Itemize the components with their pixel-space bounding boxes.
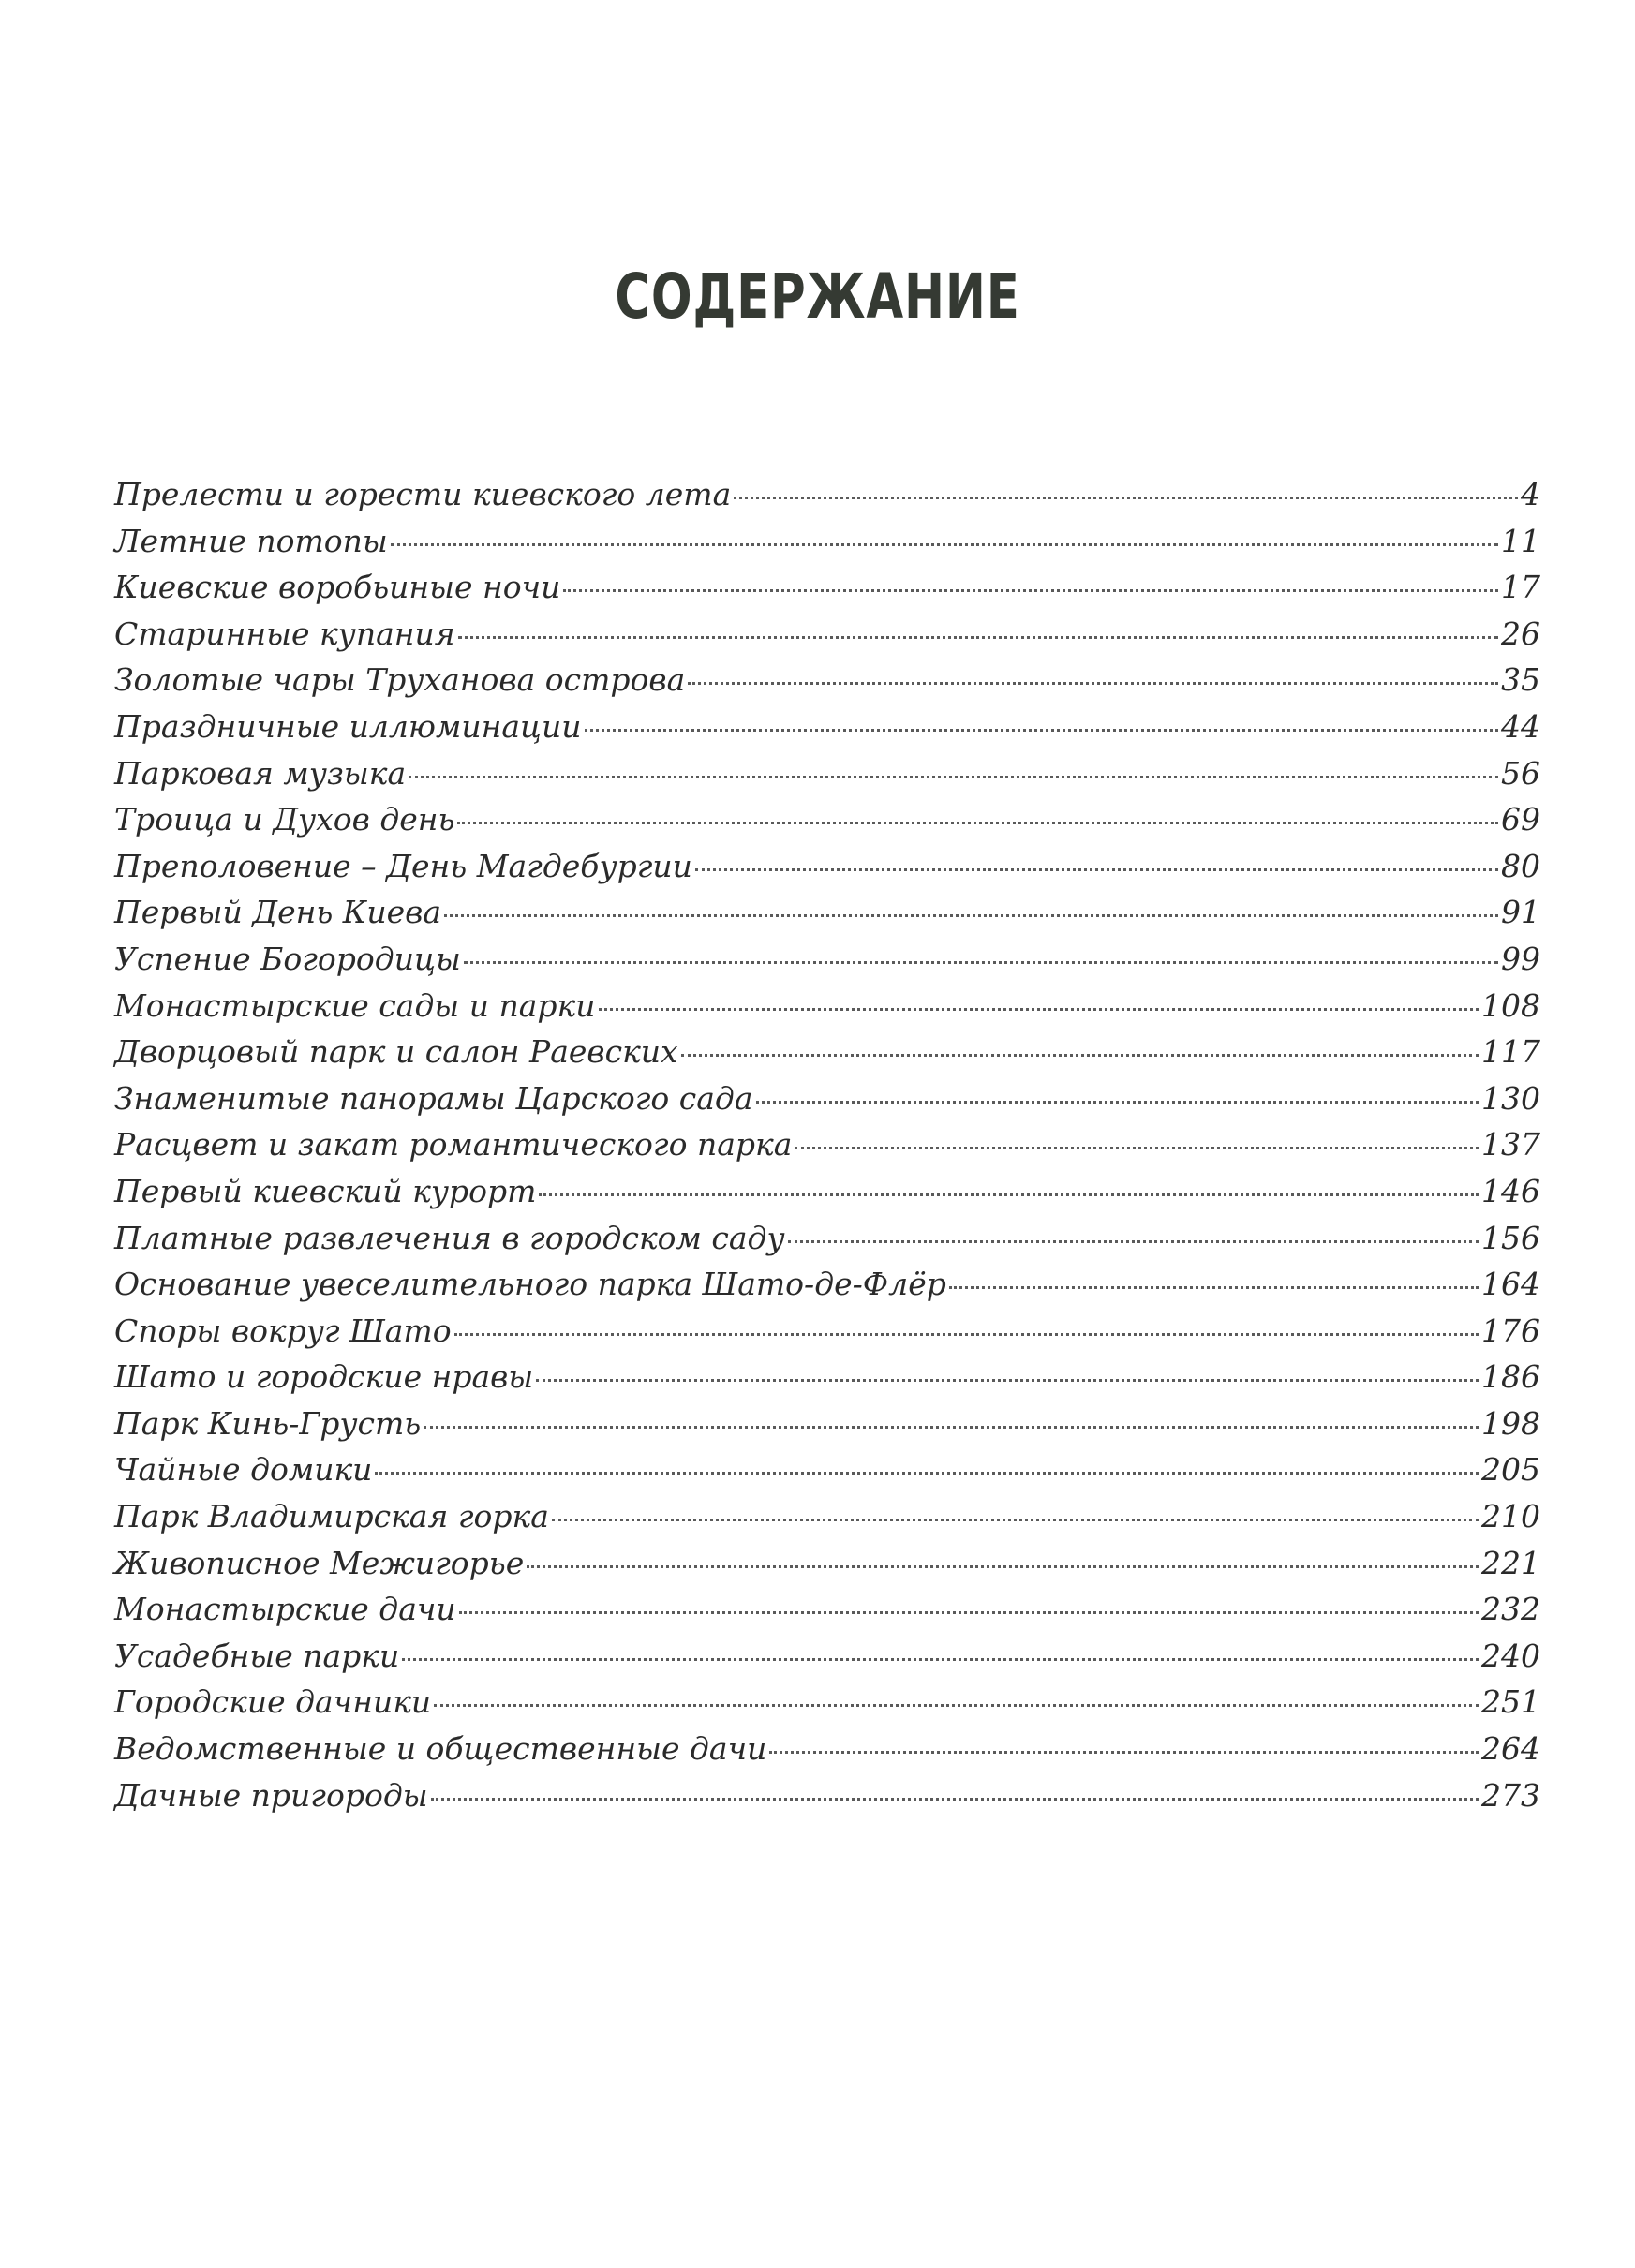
- toc-entry-title: Споры вокруг Шато: [114, 1312, 452, 1349]
- toc-entry-title: Усадебные парки: [114, 1637, 400, 1674]
- toc-entry-title: Первый киевский курорт: [114, 1172, 537, 1209]
- toc-entry: [114, 708, 1540, 755]
- dot-leader: [734, 496, 1518, 499]
- dot-leader: [444, 913, 1498, 917]
- toc-entry: [114, 476, 1540, 523]
- dot-leader: [409, 775, 1498, 778]
- toc-entry-page-number: 108: [1481, 986, 1540, 1024]
- toc-entry-page-number: 26: [1501, 615, 1540, 652]
- dot-leader: [527, 1564, 1479, 1568]
- toc-entry-page-number: 91: [1501, 894, 1540, 931]
- toc-entry: [114, 848, 1540, 895]
- toc-entry-page-number: 232: [1481, 1591, 1540, 1628]
- toc-entry-page-number: 186: [1481, 1358, 1540, 1396]
- dot-leader: [536, 1378, 1479, 1382]
- toc-entry: [114, 569, 1540, 615]
- toc-entry-page-number: 164: [1481, 1266, 1540, 1303]
- dot-leader: [681, 1053, 1479, 1057]
- toc-entry-page-number: 69: [1501, 801, 1540, 838]
- toc-entry: [114, 523, 1540, 570]
- toc-entry-page-number: 205: [1481, 1451, 1540, 1489]
- dot-leader: [585, 728, 1498, 732]
- toc-entry-title: Чайные домики: [114, 1451, 373, 1489]
- toc-entry-title: Праздничные иллюминации: [114, 707, 582, 745]
- dot-leader: [552, 1518, 1479, 1521]
- toc-entry: [114, 1312, 1540, 1359]
- toc-entry-page-number: 80: [1501, 847, 1540, 884]
- toc-entry-title: Преполовение – День Магдебургии: [114, 847, 692, 884]
- toc-entry: [114, 1220, 1540, 1267]
- toc-entry-title: Дворцовый парк и салон Раевских: [114, 1033, 678, 1071]
- dot-leader: [454, 1332, 1479, 1336]
- toc-entry: [114, 1730, 1540, 1777]
- toc-entry-page-number: 273: [1481, 1776, 1540, 1814]
- toc-entry-title: Киевские воробьиные ночи: [114, 569, 561, 606]
- dot-leader: [539, 1193, 1479, 1196]
- toc-entry-page-number: 44: [1501, 707, 1540, 745]
- toc-entry-page-number: 11: [1501, 522, 1540, 559]
- toc-entry-title: Платные развлечения в городском саду: [114, 1219, 785, 1256]
- toc-entry-page-number: 264: [1481, 1730, 1540, 1768]
- page-title: СОДЕРЖАНИЕ: [615, 260, 1020, 333]
- toc-entry-page-number: 221: [1481, 1544, 1540, 1581]
- toc-entry-page-number: 99: [1501, 940, 1540, 977]
- toc-entry: [114, 661, 1540, 708]
- toc-entry-page-number: 251: [1481, 1683, 1540, 1721]
- toc-entry: [114, 1405, 1540, 1452]
- dot-leader: [402, 1657, 1479, 1661]
- toc-entry: [114, 1638, 1540, 1684]
- toc-entry: [114, 894, 1540, 941]
- toc-entry-title: Парковая музыка: [114, 754, 407, 792]
- dot-leader: [375, 1471, 1479, 1475]
- toc-entry-title: Летние потопы: [114, 522, 388, 559]
- toc-entry: [114, 1266, 1540, 1312]
- toc-entry: [114, 941, 1540, 987]
- dot-leader: [788, 1239, 1479, 1243]
- dot-leader: [458, 635, 1498, 639]
- toc-entry-title: Знаменитые панорамы Царского сада: [114, 1079, 753, 1117]
- toc-entry: [114, 801, 1540, 848]
- toc-entry-title: Монастырские сады и парки: [114, 986, 596, 1024]
- dot-leader: [464, 960, 1498, 964]
- toc-entry-title: Живописное Межигорье: [114, 1544, 525, 1581]
- toc-entry: [114, 1033, 1540, 1080]
- toc-entry-title: Основание увеселительного парка Шато-де-Флёр: [114, 1266, 946, 1303]
- toc-entry: [114, 1358, 1540, 1405]
- dot-leader: [949, 1285, 1479, 1289]
- toc-entry-page-number: 56: [1501, 754, 1540, 792]
- toc-entry-title: Парк Кинь-Грусть: [114, 1404, 422, 1442]
- toc-entry-page-number: 117: [1481, 1033, 1540, 1071]
- toc-entry: [114, 987, 1540, 1034]
- toc-entry-title: Шато и городские нравы: [114, 1358, 534, 1396]
- toc-entry-title: Успение Богородицы: [114, 940, 461, 977]
- toc-entry-title: Монастырские дачи: [114, 1591, 456, 1628]
- dot-leader: [563, 588, 1498, 592]
- toc-entry-page-number: 176: [1481, 1312, 1540, 1349]
- toc-entry: [114, 1080, 1540, 1127]
- toc-entry-title: Городские дачники: [114, 1683, 432, 1721]
- toc-entry-title: Троица и Духов день: [114, 801, 455, 838]
- toc-entry-title: Дачные пригороды: [114, 1776, 428, 1814]
- toc-entry: [114, 1683, 1540, 1730]
- toc-entry: [114, 1451, 1540, 1498]
- toc-entry-page-number: 4: [1521, 476, 1540, 512]
- dot-leader: [695, 867, 1498, 871]
- dot-leader: [457, 821, 1498, 824]
- toc-entry-title: Ведомственные и общественные дачи: [114, 1730, 767, 1768]
- dot-leader: [434, 1703, 1479, 1707]
- dot-leader: [391, 542, 1498, 546]
- toc-entry-page-number: 240: [1481, 1637, 1540, 1674]
- toc-entry: [114, 1545, 1540, 1592]
- toc-entry-title: Парк Владимирская горка: [114, 1498, 549, 1535]
- toc-entry: [114, 615, 1540, 662]
- dot-leader: [769, 1750, 1479, 1754]
- toc-entry-page-number: 137: [1481, 1126, 1540, 1164]
- toc-entry-title: Первый День Киева: [114, 894, 442, 931]
- toc-entry-page-number: 17: [1501, 569, 1540, 606]
- toc-entry-page-number: 130: [1481, 1079, 1540, 1117]
- toc-entry: [114, 1126, 1540, 1173]
- dot-leader: [599, 1007, 1479, 1011]
- dot-leader: [795, 1146, 1479, 1149]
- toc-entry-title: Прелести и горести киевского лета: [114, 476, 732, 512]
- toc-entry-page-number: 35: [1501, 661, 1540, 699]
- toc-entry-page-number: 210: [1481, 1498, 1540, 1535]
- toc-entry-page-number: 198: [1481, 1404, 1540, 1442]
- dot-leader: [431, 1797, 1479, 1801]
- toc-entry: [114, 1777, 1540, 1824]
- dot-leader: [756, 1100, 1479, 1104]
- toc-entry-title: Золотые чары Труханова острова: [114, 661, 686, 699]
- toc-entry-page-number: 146: [1481, 1172, 1540, 1209]
- dot-leader: [424, 1425, 1479, 1429]
- toc-entry-title: Расцвет и закат романтического парка: [114, 1126, 793, 1164]
- dot-leader: [688, 681, 1498, 685]
- toc-entry-page-number: 156: [1481, 1219, 1540, 1256]
- dot-leader: [459, 1610, 1479, 1614]
- table-of-contents: [114, 476, 1540, 1823]
- toc-entry-title: Старинные купания: [114, 615, 455, 652]
- toc-entry: [114, 1498, 1540, 1545]
- toc-entry: [114, 1591, 1540, 1638]
- toc-entry: [114, 755, 1540, 802]
- toc-entry: [114, 1173, 1540, 1220]
